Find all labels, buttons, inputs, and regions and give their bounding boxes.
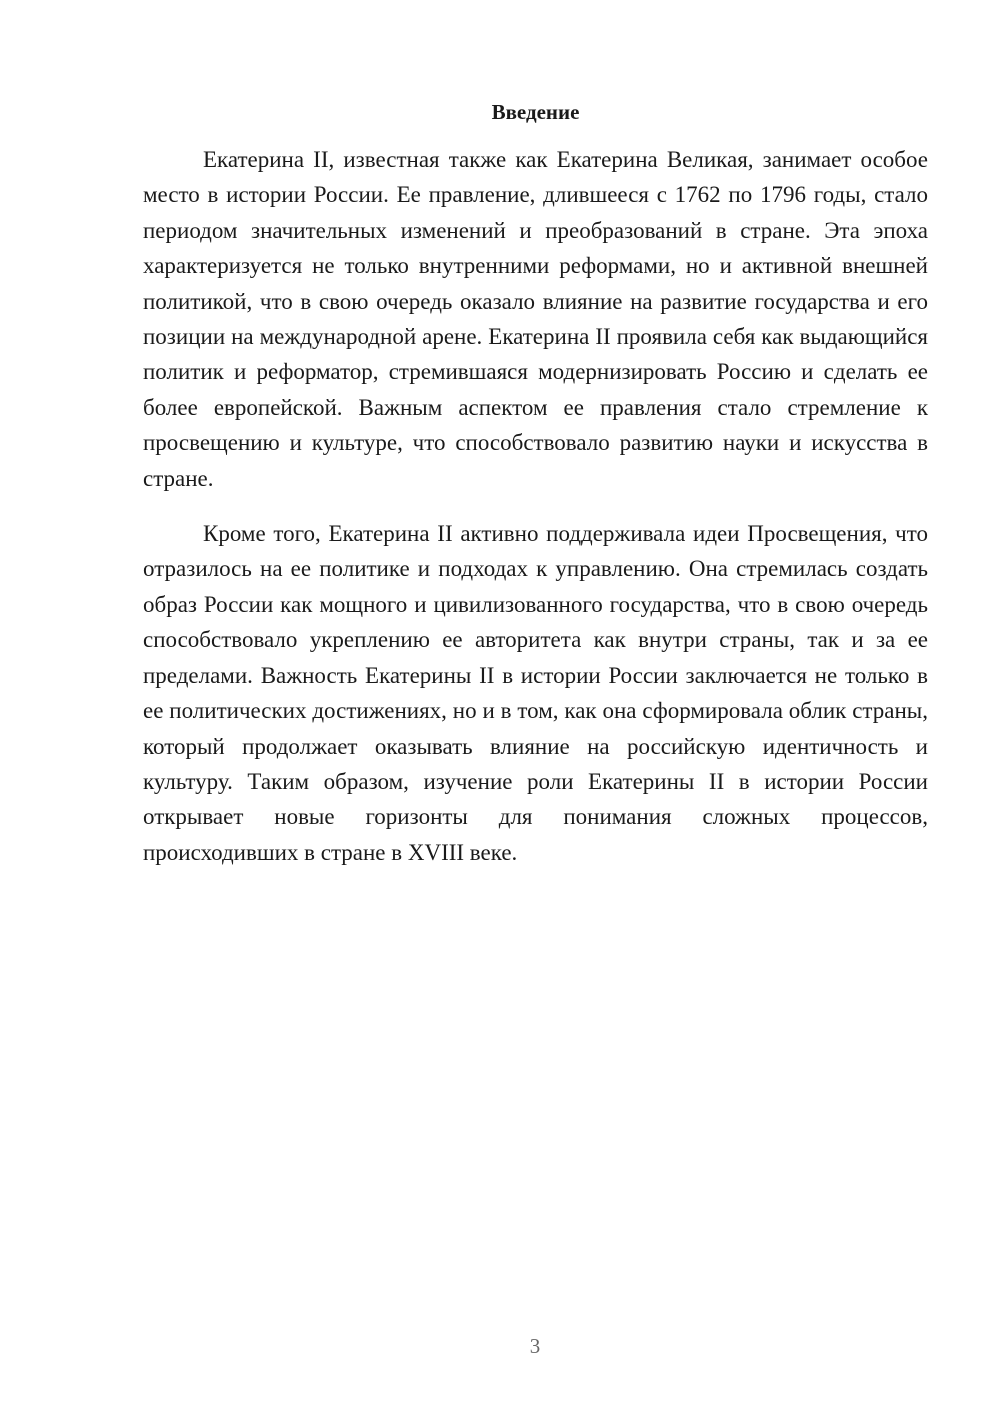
paragraph-2: Кроме того, Екатерина II активно поддерживала идеи Просвещения, что отразилось на ее политике и подходах к управлению. Она стремилась создать образ России как мощного и цивилизованного государства, что в свою очередь способствовало укреплению ее авторитета как внутри страны, так и за ее пределами. Важность Екатерины II в истории России заключается не только в ее политических достижениях, но и в том, как она сформировала облик страны, который продолжает оказывать влияние на российскую идентичность и культуру. Таким образом, изучение роли Екатерины II в истории России открывает новые горизонты для понимания сложных процессов, происходивших в стране в XVIII веке. <box>143 521 928 865</box>
section-heading: Введение <box>491 100 580 124</box>
body-text <box>143 142 928 870</box>
page-number: 3 <box>529 1334 541 1358</box>
paragraph-1: Екатерина II, известная также как Екатерина Великая, занимает особое место в истории России. Ее правление, длившееся с 1762 по 1796 годы, стало периодом значительных изменений и преобразований в стране. Эта эпоха характеризуется не только внутренними реформами, но и активной внешней политикой, что в свою очередь оказало влияние на развитие государства и его позиции на международной арене. Екатерина II проявила себя как выдающийся политик и реформатор, стремившаяся модернизировать Россию и сделать ее более европейской. Важным аспектом ее правления стало стремление к просвещению и культуре, что способствовало развитию науки и искусства в стране. <box>143 147 928 491</box>
